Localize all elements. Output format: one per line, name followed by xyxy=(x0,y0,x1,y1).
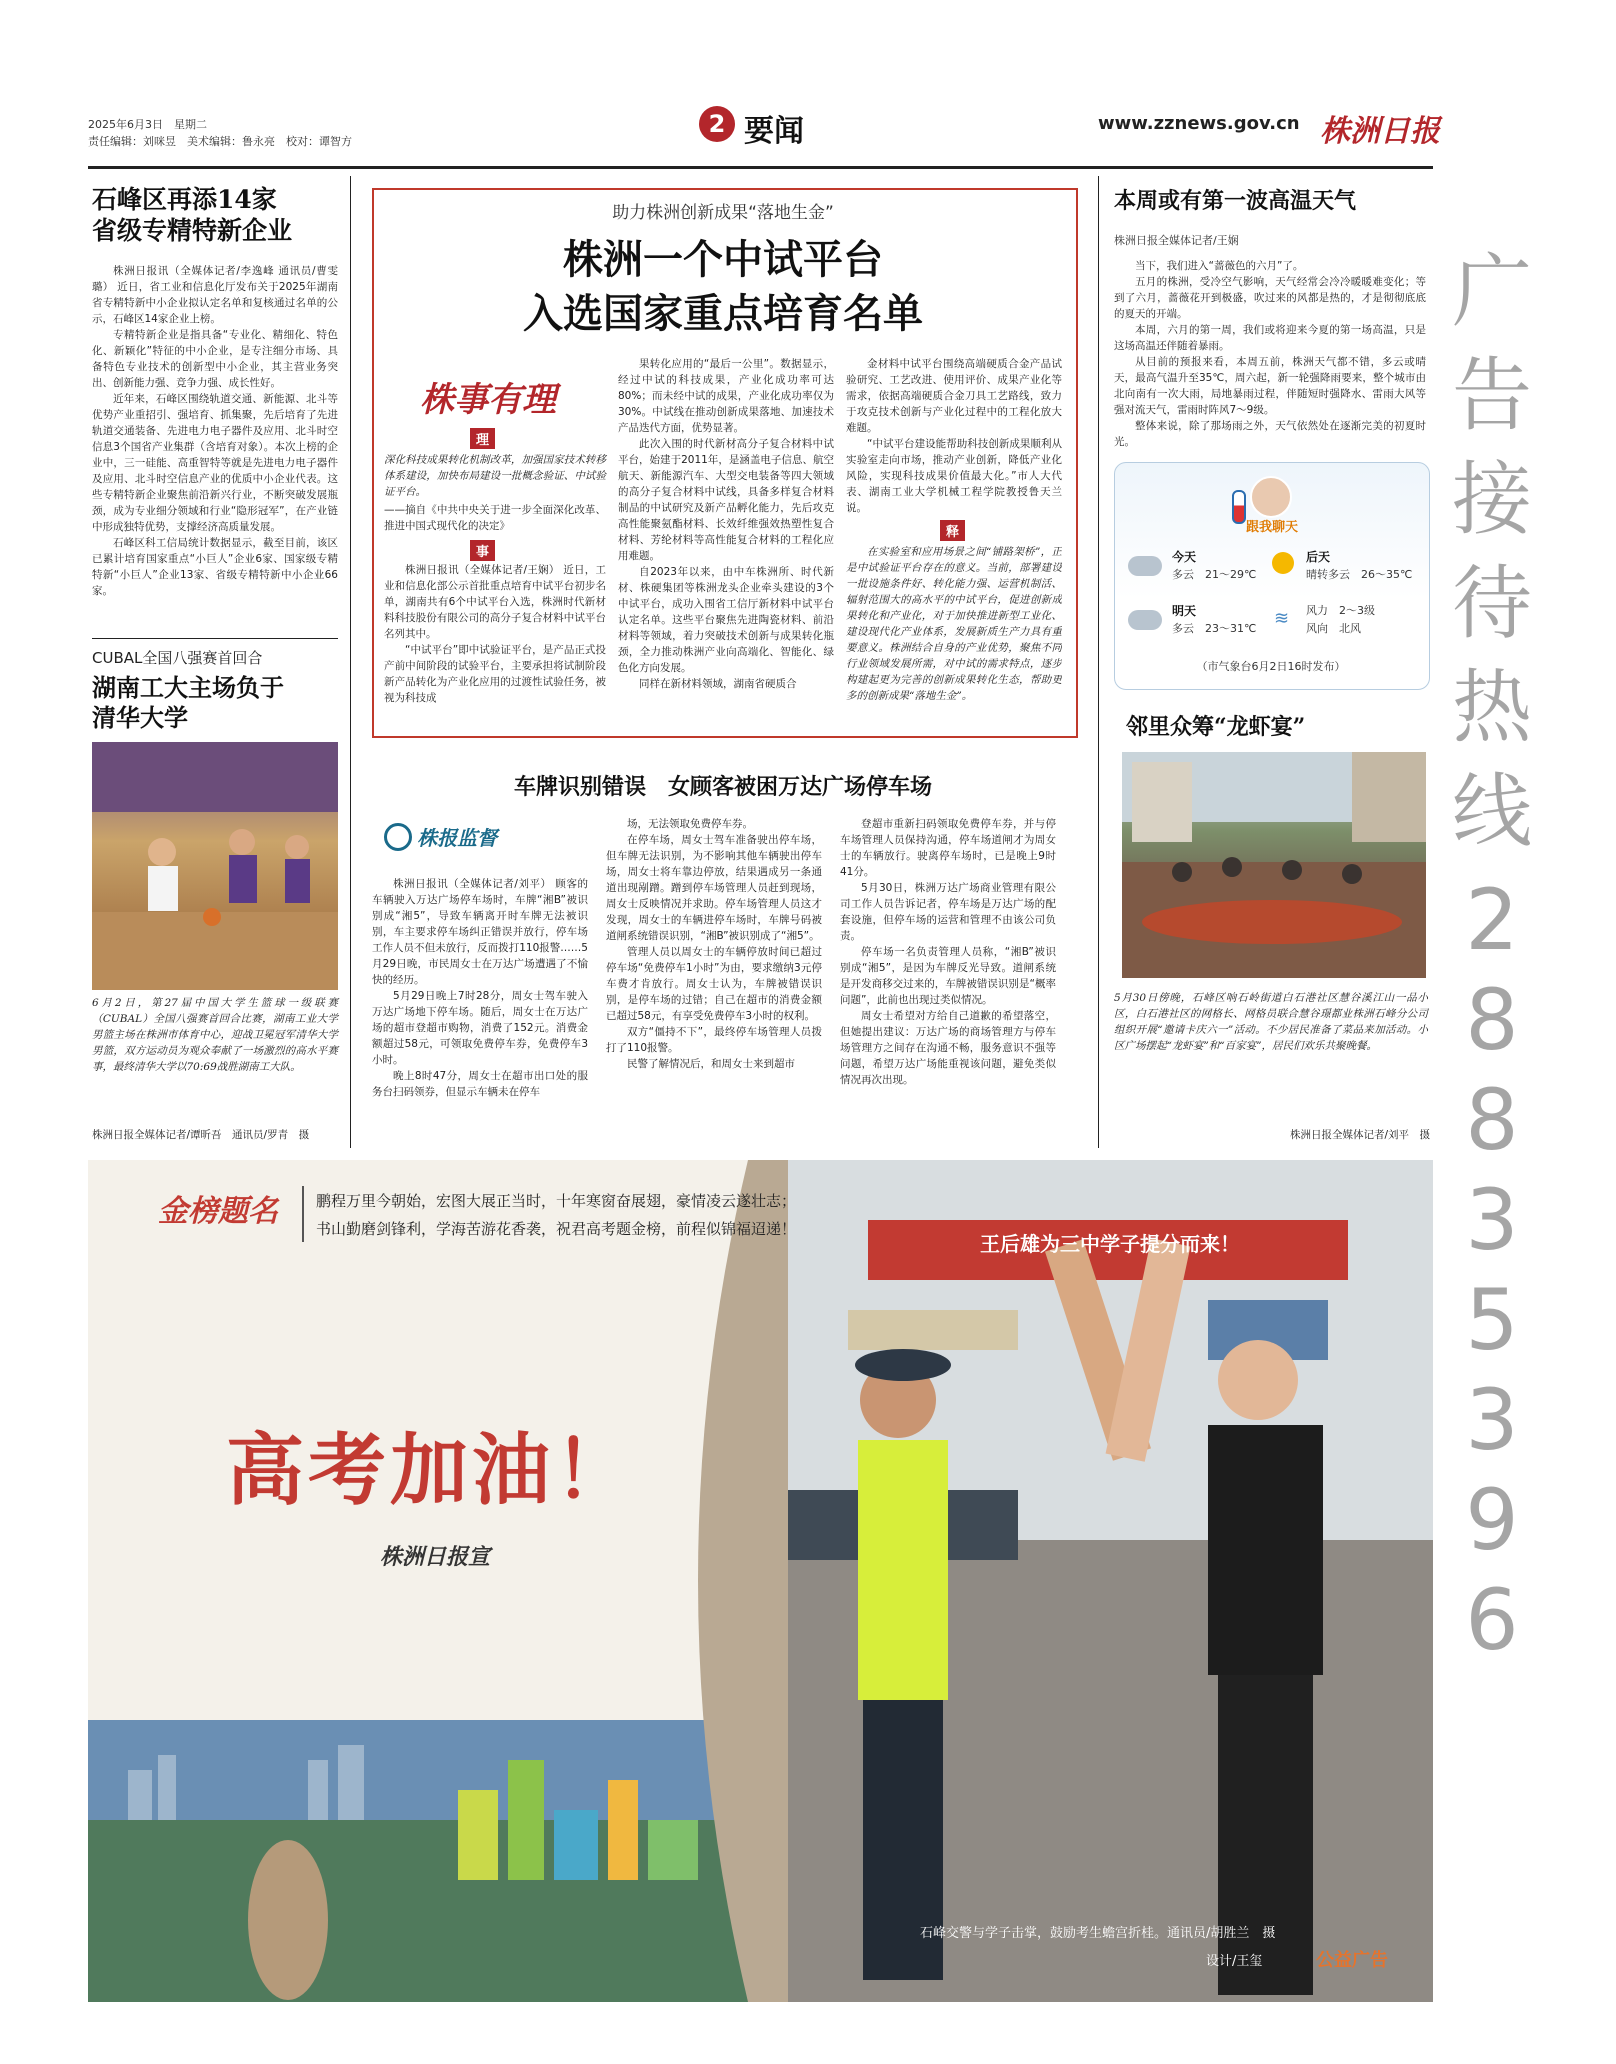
weather-source: （市气象台6月2日16时发布） xyxy=(1196,660,1346,673)
shi-paragraph: 株洲日报讯（全媒体记者/王娴） 近日，工业和信息化部公示首批重点培育中试平台初步名单，湖南共有6个中试平台入选，株洲时代新材料科技股份有限公司的高分子复合材料中试平台名列其中。 xyxy=(384,564,606,640)
parking-paragraph: 晚上8时47分，周女士在超市出口处的服务台扫码领券，但显示车辆未在停车 xyxy=(372,1070,588,1098)
thermometer-icon xyxy=(1232,490,1246,524)
col2-paragraph: 此次入围的时代新材高分子复合材料中试平台，始建于2011年，是涵盖电子信息、航空航天、新能源汽车、大型交电装备等四大领域的高分子复合材料中试线，具备多样复合材料制品的中试研究及新产品孵化能力，先后攻克高性能聚氨酯材料、长效纤维强效热塑性复合材料、芳纶材料等高性能复合材料的工程化应用难题。 xyxy=(618,438,834,562)
weather-title: 本周或有第一波高温天气 xyxy=(1114,188,1357,214)
story1-title-2: 省级专精特新企业 xyxy=(92,216,293,245)
banner-line-1: 鹏程万里今朝始，宏图大展正当时，十年寒窗奋展翅，豪情凌云遂壮志； xyxy=(316,1192,797,1210)
feature-col2 xyxy=(618,356,834,730)
parking-paragraph: 株洲日报讯（全媒体记者/刘平） 顾客的车辆驶入万达广场停车场时，车牌“湘B”被识别成“湘5”，导致车辆离开时车牌无法被识别，车主要求停车场纠正错误并放行，停车场工作人员不但未放行，反而拨打110报警……5月29日晚，市民周女士在万达广场遭遇了不愉快的经历。 xyxy=(372,878,588,986)
parking-title: 车牌识别错误 女顾客被困万达广场停车场 xyxy=(513,774,932,800)
eye-icon xyxy=(384,823,412,851)
avatar xyxy=(1250,476,1292,518)
shi2-text: 在实验室和应用场景之间“铺路架桥”，正是中试验证平台存在的意义。当前，部署建设一批设施条件好、转化能力强、运营机制活、辐射范围大的高水平的中试平台，促进创新成果转化和产业化，对于加快推进新型工业化、建设现代化产业体系，发展新质生产力具有重要意义。株洲结合自身的产业优势，聚焦不同行业领域发展所需，对中试的需求特点，逐步构建起更为完善的创新成果转化生态，帮助更多的创新成果“落地生金”。 xyxy=(846,546,1062,702)
col2-paragraph: 同样在新材料领域，湖南省硬质合 xyxy=(639,678,797,690)
tag-li: 理 xyxy=(470,428,495,449)
section-title: 要闻 xyxy=(744,114,804,149)
sponsor-logo: 株洲日报宣 xyxy=(380,1544,491,1570)
parking-paragraph: 登超市重新扫码领取免费停车券，并与停车场管理人员保持沟通，停车场道闸才为周女士的车辆放行。驶离停车场时，已是晚上9时41分。 xyxy=(840,818,1056,878)
ad-label: 公益广告 xyxy=(1316,1950,1388,1971)
shi-paragraph: “中试平台”即中试验证平台，是产品正式投产前中间阶段的试验平台，主要承担将试制阶段新产品转化为产业化应用的过渡性试验任务，被视为科技成 xyxy=(384,644,606,704)
after-desc: 晴转多云 26～35℃ xyxy=(1306,568,1413,581)
parking-paragraph: 5月29日晚上7时28分，周女士驾车驶入万达广场地下停车场。随后，周女士在万达广场的超市登超市购物，消费了152元。消费金额超过58元，可领取免费停车券，免费停车3小时。 xyxy=(372,990,588,1066)
weather-paragraph: 当下，我们进入“蔷薇色的六月”了。 xyxy=(1135,260,1304,272)
wind-force: 风力 2～3级 xyxy=(1306,604,1375,617)
parking-paragraph: 双方“僵持不下”，最终停车场管理人员拨打了110报警。 xyxy=(606,1026,822,1054)
story1-paragraph: 石峰区科工信局统计数据显示，截至目前，该区已累计培育国家重点“小巨人”企业6家、国家级专精特新“小巨人”企业13家、省级专精特新中小企业66家。 xyxy=(92,537,338,597)
story1-title-1: 石峰区再添14家 xyxy=(92,185,277,214)
quote-text: 深化科技成果转化机制改革，加强国家技术转移体系建设，加快布局建设一批概念验证、中试验证平台。 xyxy=(384,454,606,498)
feature-title-1: 株洲一个中试平台 xyxy=(563,236,883,283)
story1-body xyxy=(92,263,338,633)
parking-paragraph: 场，无法领取免费停车券。 xyxy=(627,818,753,830)
col-rule-left xyxy=(350,176,351,1148)
parking-col2 xyxy=(606,816,822,1148)
lobster-credit: 株洲日报全媒体记者/刘平 摄 xyxy=(1289,1129,1430,1141)
designer-credit: 设计/王玺 xyxy=(1206,1954,1263,1969)
story2-caption: 6月2日，第27届中国大学生篮球一级联赛（CUBAL）全国八强赛首回合比赛，湖南工业大学男篮主场在株洲市体育中心，迎战卫冕冠军清华大学男篮，双方运动员为观众奉献了一场激烈的高水平赛事，最终清华大学以70:69战胜湖南工大队。 xyxy=(92,997,338,1073)
col3-paragraph: “中试平台建设能帮助科技创新成果顺利从实验室走向市场，推动产业创新，降低产业化风险，实现科技成果价值最大化。”市人大代表、湖南工业大学机械工程学院教授鲁天兰说。 xyxy=(846,438,1062,514)
parking-col1 xyxy=(372,876,588,1148)
parking-paragraph: 停车场一名负责管理人员称，“湘B”被识别成“湘5”，是因为车牌反光导致。道闸系统是开发商移交过来的，车牌被错误识别是“概率问题”，此前也出现过类似情况。 xyxy=(840,946,1056,1006)
column-logo-zhushi: 株事有理 xyxy=(420,380,556,420)
feature-title-2: 入选国家重点培育名单 xyxy=(523,290,923,337)
wind-direction: 风向 北风 xyxy=(1306,622,1361,635)
weather-body xyxy=(1114,258,1426,458)
col2-paragraph: 果转化应用的“最后一公里”。数据显示，经过中试的科技成果，产业化成功率可达80%；而未经中试的成果，产业化成功率仅为30%。中试线在推动创新成果落地、加速技术产品迭代方面，优势显著。 xyxy=(618,358,834,434)
jiandu-logo xyxy=(384,822,497,851)
basketball-illustration xyxy=(92,742,338,990)
masthead-date: 2025年6月3日 星期二 xyxy=(88,118,207,131)
lobster-photo xyxy=(1122,752,1426,978)
feature-kicker: 助力株洲创新成果“落地生金” xyxy=(612,203,834,223)
jiandu-logo-text: 株报监督 xyxy=(417,826,498,850)
feature-col3 xyxy=(846,356,1062,516)
tomorrow-label: 明天 xyxy=(1172,604,1197,618)
gaokao-headline: 高考加油！ xyxy=(226,1425,637,1516)
masthead-rule xyxy=(88,166,1433,169)
parking-paragraph: 管理人员以周女士的车辆停放时间已超过停车场“免费停车1小时”为由，要求缴纳3元停车费才肯放行。周女士认为，车牌被错误识别，是停车场的过错；自己在超市的消费金额已超过58元，有享受免费停车3小时的权利。 xyxy=(606,946,822,1022)
banner-divider xyxy=(302,1186,304,1242)
parking-paragraph: 民警了解情况后，和周女士来到超市 xyxy=(627,1058,795,1070)
side-ad-text: 广告接待热线 xyxy=(1452,245,1532,858)
weather-badge: 跟我聊天 xyxy=(1246,520,1299,535)
page-number: 2 xyxy=(708,110,726,138)
paper-logo: 株洲日报 xyxy=(1320,114,1440,149)
today-label: 今天 xyxy=(1172,550,1197,564)
story1-paragraph: 近年来，石峰区围绕轨道交通、新能源、北斗等优势产业重招引、强培育、抓集聚，先后培育了先进轨道交通装备、先进电力电子器件及应用、北斗时空信息3个国省产业集群（含培育对象）。本次上榜的企业中，三一硅能、高重智特等就是先进电力电子器件及应用、北斗时空信息产业的优质中小企业代表。这些专精特新企业聚焦前沿新兴行业，不断突破发展瓶颈，成为专业细分领域和行业“隐形冠军”，在产业链中形成独特优势，支撑经济高质量发展。 xyxy=(92,393,338,533)
story2-title-1: 湖南工大主场负于 xyxy=(92,673,284,702)
tomorrow-desc: 多云 23～31℃ xyxy=(1172,622,1257,635)
parking-paragraph: 5月30日，株洲万达广场商业管理有限公司工作人员告诉记者，停车场是万达广场的配套设施，但停车场的运营和管理不由该公司负责。 xyxy=(840,882,1056,942)
parking-col3 xyxy=(840,816,1056,1148)
weather-paragraph: 本周，六月的第一周，我们或将迎来今夏的第一场高温，只是这场高温还伴随着暴雨。 xyxy=(1114,324,1426,352)
story1-paragraph: 专精特新企业是指具备“专业化、精细化、特色化、新颖化”特征的中小企业，是专注细分市场、具备特色专业技术的创新型中小企业，其主营业务突出、创新能力强、竞争力强、成长性好。 xyxy=(92,329,338,389)
after-label: 后天 xyxy=(1306,550,1331,564)
bottom-ad xyxy=(88,1160,1433,2002)
left-divider xyxy=(92,638,338,639)
cloud-icon xyxy=(1128,610,1162,630)
parking-paragraph: 在停车场，周女士驾车准备驶出停车场，但车牌无法识别，为不影响其他车辆驶出停车场，周女士将车靠边停放，结果遇成另一条通道出现剐蹭。蹭到停车场管理人员赶到现场，周女士反映情况并求助。停车场管理人员这才发现，周女士的车辆进停车场时，车牌号码被道闸系统错误识别，“湘B”被识别成了“湘5”。 xyxy=(606,834,822,942)
tag-shi2: 释 xyxy=(940,520,965,541)
today-desc: 多云 21～29℃ xyxy=(1172,568,1257,581)
col3-paragraph: 金材料中试平台围绕高端硬质合金产品试验研究、工艺改进、使用评价、成果产业化等需求，依据高端硬质合金刀具工艺路线，致力于攻克技术创新与产业化过程中的工程化放大难题。 xyxy=(846,358,1062,434)
photo-caption: 石峰交警与学子击掌，鼓励考生蟾宫折桂。通讯员/胡胜兰 摄 xyxy=(920,1926,1276,1941)
banner-line-2: 书山勤磨剑锋利，学海苦游花香袭，祝君高考题金榜，前程似锦福迢递！ xyxy=(316,1220,797,1238)
wind-icon: ≋ xyxy=(1274,608,1290,629)
parking-paragraph: 周女士希望对方给自己道歉的希望落空，但她提出建议：万达广场的商场管理方与停车场管理方之间存在沟通不畅，服务意识不强等问题，希望万达广场能重视该问题，避免类似情况再次出现。 xyxy=(840,1010,1056,1086)
story2-title-2: 清华大学 xyxy=(92,703,188,732)
side-ad-number[interactable]: 28835396 xyxy=(1465,871,1519,1669)
shi-body xyxy=(384,562,606,730)
banner-label: 金榜题名 xyxy=(158,1194,278,1229)
story1-paragraph: 株洲日报讯（全媒体记者/李逸峰 通讯员/曹雯璐） 近日，省工业和信息化厅发布关于2025年湖南省专精特新中小企业拟认定名单和复核通过名单的公示，石峰区14家企业上榜。 xyxy=(92,265,338,325)
masthead-editors: 责任编辑：刘咪昱 美术编辑：鲁永亮 校对：谭智方 xyxy=(88,135,352,148)
weather-paragraph: 整体来说，除了那场雨之外，天气依然处在逐渐完美的初夏时光。 xyxy=(1114,420,1426,448)
tag-shi: 事 xyxy=(470,540,495,561)
sun-cloud-icon xyxy=(1272,552,1294,574)
lobster-title: 邻里众筹“龙虾宴” xyxy=(1126,714,1306,740)
bottom-ad-art xyxy=(88,1160,1433,2002)
lobster-illustration xyxy=(1122,752,1426,978)
story2-kicker: CUBAL全国八强赛首回合 xyxy=(92,649,263,667)
col2-paragraph: 自2023年以来，由中车株洲所、时代新材、株硬集团等株洲龙头企业牵头建设的3个中试平台，成功入围省工信厅新材料中试平台认定名单。这些平台聚焦先进陶瓷材料、前沿材料等领域，着力突破技术创新与成果转化瓶颈，全力推动株洲产业向高端化、智能化、绿色化方向发展。 xyxy=(618,566,834,674)
lobster-caption: 5月30日傍晚，石峰区响石岭街道白石港社区慧谷溪江山一品小区，白石港社区的网格长、网格员联合慧谷璟都业株洲石峰分公司组织开展“邀请卡庆六一”活动。不少居民准备了菜品来加活动。小区广场摆起“龙虾宴”和“百家宴”，居民们欢乐共聚晚餐。 xyxy=(1114,992,1428,1052)
quote-source: ——摘自《中共中央关于进一步全面深化改革、推进中国式现代化的决定》 xyxy=(384,504,606,532)
weather-paragraph: 五月的株洲，受冷空气影响，天气经常会冷冷暖暖难变化；等到了六月，蔷薇花开到极盛，吹过来的风都是热的，才是彻彻底底的夏天的开端。 xyxy=(1114,276,1426,320)
basketball-photo xyxy=(92,742,338,990)
story2-credit: 株洲日报全媒体记者/谭昕吾 通讯员/罗青 摄 xyxy=(92,1129,310,1141)
weather-byline: 株洲日报全媒体记者/王娴 xyxy=(1114,234,1239,247)
cloud-icon xyxy=(1128,556,1162,576)
col-rule-right xyxy=(1098,176,1099,1148)
shop-sign: 王后雄为三中学子提分而来！ xyxy=(980,1232,1240,1256)
weather-paragraph: 从目前的预报来看，本周五前，株洲天气都不错，多云或晴天，最高气温升至35℃，周六起，新一轮强降雨要来，整个城市由北向南有一次大雨，局地暴雨过程，伴随短时强降水、雷雨大风等强对流天气，雷雨时阵风7～9级。 xyxy=(1114,356,1426,416)
website-url[interactable]: www.zznews.gov.cn xyxy=(1098,113,1300,134)
